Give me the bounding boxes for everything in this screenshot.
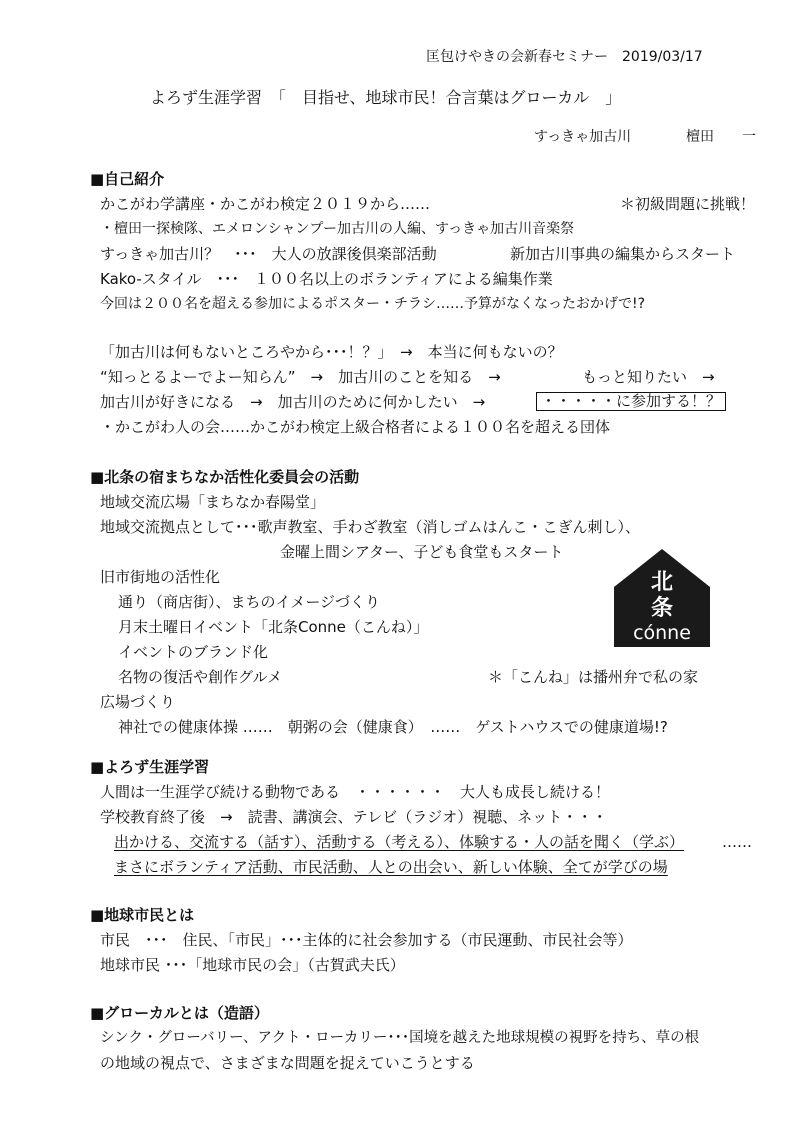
text-line: Kako-スタイル ･･･ １００名以上のボランティアによる編集作業: [100, 270, 553, 288]
text-line: 人間は一生涯学び続ける動物である ・・・・・・ 大人も成長し続ける！: [100, 783, 611, 801]
text-line: ……: [722, 833, 752, 851]
text-line: ・檀田一探検隊、エメロンシャンプー加古川の人編、すっきゃ加古川音楽祭: [100, 221, 575, 237]
text-line: 広場づくり: [100, 693, 176, 711]
text-line: 旧市街地の活性化: [100, 568, 221, 586]
section-heading-global-citizen: ■地球市民とは: [90, 906, 195, 924]
logo-line-3: cónne: [633, 622, 691, 644]
text-note: 新加古川事典の編集からスタート: [510, 245, 736, 263]
page-title: よろず生涯学習 「 目指せ、地球市民！合言葉はグローカル 」: [150, 88, 622, 107]
boxed-phrase: ・・・・・に参加する！？: [536, 392, 726, 411]
section-heading-self-intro: ■自己紹介: [90, 170, 165, 188]
text-line: ・かこがわ人の会……かこがわ検定上級合格者による１００名を超える団体: [100, 418, 611, 436]
text-line: シンク・グローバリー、アクト・ローカリー･･･国境を越えた地球規模の視野を持ち、草の根: [100, 1030, 700, 1046]
text-line: 金曜上間シアター、子ども食堂もスタート: [280, 543, 564, 561]
text-line: 地域交流広場「まちなか春陽堂」: [100, 493, 326, 511]
text-line: 名物の復活や創作グルメ: [118, 668, 283, 686]
section-heading-glocal: ■グローカルとは（造語）: [90, 1004, 269, 1022]
text-line: 地球市民 ･･･「地球市民の会」（古賀武夫氏）: [100, 956, 405, 974]
text-line: 神社での健康体操 …… 朝粥の会（健康食） …… ゲストハウスでの健康道場!?: [118, 718, 668, 736]
text-line: 月末土曜日イベント「北条Conne（こんね）」: [118, 618, 429, 636]
logo-line-2: 条: [650, 596, 674, 621]
text-line: 通り（商店街）、まちのイメージづくり: [118, 593, 381, 611]
author-name: 檀田 一: [686, 129, 756, 145]
text-line: すっきゃ加古川？ ･･･ 大人の放課後倶楽部活動: [100, 245, 437, 263]
hojo-conne-logo: [612, 547, 712, 649]
section-heading-hojo: ■北条の宿まちなか活性化委員会の活動: [90, 468, 360, 486]
underlined-line: まさにボランティア活動、市民活動、人との出会い、新しい体験、全てが学びの場: [114, 858, 668, 876]
text-note: ＊初級問題に挑戦！: [620, 195, 756, 213]
text-line: 「加古川は何もないところやから･･･！？」 → 本当に何もないの？: [100, 343, 563, 361]
text-line: かこがわ学講座・かこがわ検定２０１９から……: [100, 195, 431, 213]
text-line: もっと知りたい →: [582, 368, 715, 386]
logo-line-1: 北: [650, 570, 674, 595]
text-line: 今回は２００名を超える参加によるポスター・チラシ……予算がなくなったおかげで!?: [100, 296, 646, 312]
text-line: 加古川が好きになる → 加古川のために何かしたい →: [100, 393, 486, 411]
author-org: すっきゃ加古川: [534, 129, 632, 145]
text-line: イベントのブランド化: [118, 643, 269, 661]
underlined-line: 出かける、交流する（話す）、活動する（考える）、体験する・人の話を聞く（学ぶ）: [114, 833, 685, 851]
text-line: 学校教育終了後 → 読書、講演会、テレビ（ラジオ）視聴、ネット・・・: [100, 808, 608, 826]
event-line: 匡包けやきの会新春セミナー 2019/03/17: [426, 49, 703, 65]
text-line: の地域の視点で、さまざまな問題を捉えていこうとする: [100, 1054, 475, 1072]
section-heading-lifelong: ■よろず生涯学習: [90, 758, 210, 776]
text-line: 市民 ･･･ 住民、「市民」･･･主体的に社会参加する（市民運動、市民社会等）: [100, 931, 633, 949]
text-note: ＊「こんね」は播州弁で私の家: [488, 668, 699, 686]
text-line: “知っとるよーでよー知らん” → 加古川のことを知る →: [100, 368, 501, 386]
text-line: 地域交流拠点として･･･歌声教室、手わざ教室（消しゴムはんこ・こぎん刺し）、: [100, 518, 641, 536]
